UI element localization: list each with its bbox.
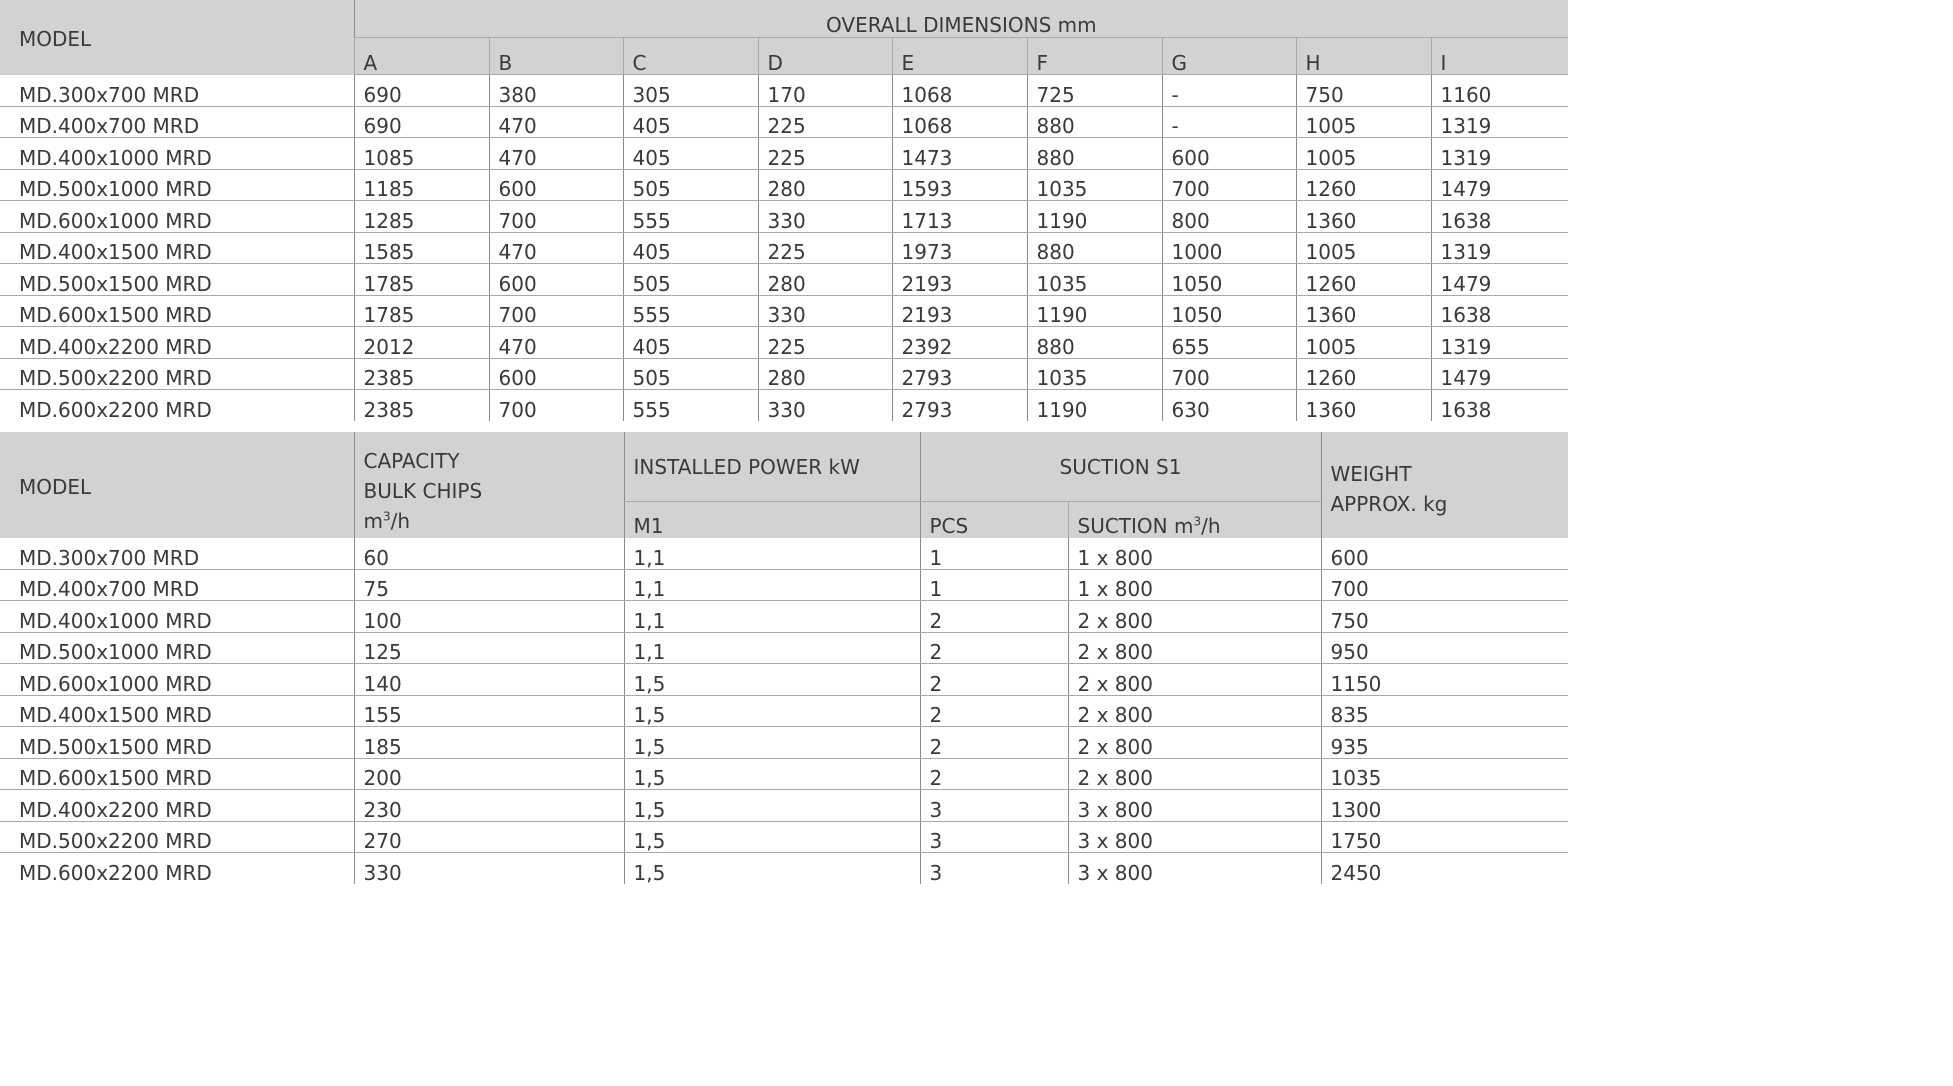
pcs-cell: 2: [920, 664, 1068, 696]
model-header: MODEL: [0, 0, 354, 75]
dimension-cell: 1068: [892, 106, 1027, 138]
table-row: [0, 390, 1568, 421]
suction-cell: 2 x 800: [1068, 727, 1321, 759]
suction-flow-header: [1068, 502, 1321, 539]
model-cell: MD.600x1000 MRD: [0, 664, 354, 696]
dimension-cell: 1479: [1431, 358, 1568, 390]
dimension-cell: 1000: [1162, 232, 1296, 264]
dimension-cell: 1035: [1027, 169, 1162, 201]
dimension-cell: 1190: [1027, 201, 1162, 233]
dimension-cell: 470: [489, 232, 623, 264]
dimension-column-header: C: [623, 38, 758, 75]
suction-cell: 3 x 800: [1068, 790, 1321, 822]
dimension-cell: 1638: [1431, 390, 1568, 421]
suction-cell: 3 x 800: [1068, 853, 1321, 884]
table-row: [0, 727, 1568, 759]
table-row: [0, 695, 1568, 727]
weight-cell: 2450: [1321, 853, 1568, 884]
dimension-cell: 1638: [1431, 295, 1568, 327]
capacity-cell: 330: [354, 853, 624, 884]
model-cell: MD.400x1000 MRD: [0, 138, 354, 170]
pcs-cell: 2: [920, 632, 1068, 664]
dimension-cell: 555: [623, 201, 758, 233]
dimension-cell: 600: [1162, 138, 1296, 170]
dimension-column-header: H: [1296, 38, 1431, 75]
dimension-cell: 330: [758, 390, 892, 421]
pcs-cell: 2: [920, 695, 1068, 727]
capacity-header-line2: BULK CHIPS: [363, 479, 483, 503]
dimension-cell: 280: [758, 264, 892, 296]
dimension-cell: 700: [1162, 358, 1296, 390]
dimension-cell: 225: [758, 138, 892, 170]
dimension-cell: 1260: [1296, 169, 1431, 201]
capacity-cell: 60: [354, 538, 624, 569]
weight-cell: 700: [1321, 569, 1568, 601]
dimension-cell: 280: [758, 169, 892, 201]
dimension-cell: 470: [489, 138, 623, 170]
dimension-cell: 800: [1162, 201, 1296, 233]
dimension-cell: 225: [758, 106, 892, 138]
dimension-cell: 405: [623, 106, 758, 138]
pcs-cell: 2: [920, 758, 1068, 790]
power-cell: 1,5: [624, 821, 920, 853]
dimension-cell: 1160: [1431, 75, 1568, 107]
model-cell: MD.500x1500 MRD: [0, 264, 354, 296]
dimension-cell: 1005: [1296, 327, 1431, 359]
dimension-cell: 600: [489, 264, 623, 296]
power-cell: 1,1: [624, 538, 920, 569]
dimension-column-header: E: [892, 38, 1027, 75]
table-row: [0, 538, 1568, 569]
dimension-cell: 880: [1027, 327, 1162, 359]
table-row: [0, 106, 1568, 138]
dimension-cell: 1190: [1027, 295, 1162, 327]
suction-header: SUCTION S1: [920, 432, 1321, 502]
pcs-cell: 1: [920, 538, 1068, 569]
dimension-column-header: G: [1162, 38, 1296, 75]
model-header: MODEL: [0, 432, 354, 538]
capacity-unit-tail: /h: [390, 509, 411, 533]
suction-cell: 2 x 800: [1068, 632, 1321, 664]
suction-flow-base: SUCTION m: [1077, 514, 1194, 538]
dimension-cell: 880: [1027, 138, 1162, 170]
capacity-cell: 230: [354, 790, 624, 822]
model-cell: MD.300x700 MRD: [0, 538, 354, 569]
dimension-column-header: I: [1431, 38, 1568, 75]
dimension-cell: 505: [623, 169, 758, 201]
weight-cell: 835: [1321, 695, 1568, 727]
dimension-cell: 1473: [892, 138, 1027, 170]
dimension-cell: 1319: [1431, 232, 1568, 264]
dimension-cell: 1479: [1431, 264, 1568, 296]
dimension-cell: 880: [1027, 106, 1162, 138]
dimension-cell: 1185: [354, 169, 489, 201]
model-cell: MD.400x1500 MRD: [0, 232, 354, 264]
model-cell: MD.600x2200 MRD: [19, 397, 212, 421]
table-row: [0, 232, 1568, 264]
dimension-cell: 1050: [1162, 295, 1296, 327]
weight-cell: 750: [1321, 601, 1568, 633]
weight-cell: 600: [1321, 538, 1568, 569]
model-cell: MD.400x700 MRD: [0, 569, 354, 601]
dimension-cell: 1785: [354, 264, 489, 296]
dimension-column-header: A: [354, 38, 489, 75]
dimension-cell: 1360: [1296, 295, 1431, 327]
model-cell: MD.500x2200 MRD: [0, 821, 354, 853]
table-row: [0, 201, 1568, 233]
capacity-unit-sup: 3: [382, 509, 391, 524]
dimension-cell: 1050: [1162, 264, 1296, 296]
model-cell: MD.500x1000 MRD: [0, 632, 354, 664]
suction-pcs-header: PCS: [920, 502, 1068, 539]
capacity-header-unit: [364, 506, 624, 536]
dimension-cell: 225: [758, 232, 892, 264]
table-row: [0, 264, 1568, 296]
dimension-column-header: D: [758, 38, 892, 75]
dimension-cell: 1360: [1296, 201, 1431, 233]
dimension-cell: 2385: [354, 358, 489, 390]
dimension-column-header: F: [1027, 38, 1162, 75]
capacity-cell: 75: [354, 569, 624, 601]
dimension-cell: 2012: [354, 327, 489, 359]
pcs-cell: 2: [920, 727, 1068, 759]
dimension-cell: 330: [758, 295, 892, 327]
pcs-cell: 3: [920, 821, 1068, 853]
model-cell: MD.400x700 MRD: [0, 106, 354, 138]
weight-cell: 950: [1321, 632, 1568, 664]
overall-dimensions-header: OVERALL DIMENSIONS mm: [354, 0, 1568, 38]
pcs-cell: 1: [920, 569, 1068, 601]
dimension-cell: 2793: [892, 390, 1027, 421]
dimension-cell: 2193: [892, 295, 1027, 327]
dimension-cell: 690: [354, 75, 489, 107]
suction-cell: 1 x 800: [1068, 569, 1321, 601]
table-row: [0, 569, 1568, 601]
suction-cell: 3 x 800: [1068, 821, 1321, 853]
weight-header-line2: APPROX. kg: [1330, 492, 1448, 516]
dimension-cell: 1638: [1431, 201, 1568, 233]
dimension-cell: 700: [1162, 169, 1296, 201]
dimension-cell: 2193: [892, 264, 1027, 296]
dimension-cell: 405: [623, 232, 758, 264]
table-row: [0, 758, 1568, 790]
pcs-cell: 3: [920, 853, 1068, 884]
dimension-cell: 880: [1027, 232, 1162, 264]
dimensions-table: [0, 0, 1568, 421]
table-row: [0, 358, 1568, 390]
table-row: [0, 632, 1568, 664]
model-cell: MD.500x1000 MRD: [0, 169, 354, 201]
power-cell: 1,5: [624, 790, 920, 822]
dimension-cell: 225: [758, 327, 892, 359]
dimension-cell: -: [1162, 75, 1296, 107]
suction-flow-sup: 3: [1193, 514, 1202, 529]
dimension-cell: 1360: [1296, 390, 1431, 421]
dimension-cell: 750: [1296, 75, 1431, 107]
dimension-cell: 1319: [1431, 138, 1568, 170]
pcs-cell: 2: [920, 601, 1068, 633]
dimension-cell: 555: [623, 295, 758, 327]
dimension-cell: 1035: [1027, 358, 1162, 390]
model-cell: MD.600x1500 MRD: [0, 758, 354, 790]
weight-cell: 1300: [1321, 790, 1568, 822]
dimension-cell: 1319: [1431, 106, 1568, 138]
capacity-cell: 140: [354, 664, 624, 696]
model-cell: MD.500x2200 MRD: [0, 358, 354, 390]
table-row: [0, 295, 1568, 327]
dimension-cell: 725: [1027, 75, 1162, 107]
dimension-cell: 555: [623, 390, 758, 421]
power-cell: 1,5: [624, 727, 920, 759]
power-cell: 1,1: [624, 632, 920, 664]
weight-header: [1321, 432, 1568, 538]
dimension-cell: 2793: [892, 358, 1027, 390]
dimension-cell: 1285: [354, 201, 489, 233]
model-cell: MD.600x2200 MRD: [19, 860, 212, 884]
dimension-cell: 1260: [1296, 264, 1431, 296]
weight-cell: 1150: [1321, 664, 1568, 696]
suction-cell: 1 x 800: [1068, 538, 1321, 569]
suction-flow-tail: /h: [1201, 514, 1221, 538]
specifications-table: [0, 432, 1568, 884]
table-row: [0, 821, 1568, 853]
power-cell: 1,5: [624, 664, 920, 696]
table-row: [0, 138, 1568, 170]
capacity-cell: 100: [354, 601, 624, 633]
dimension-cell: 1068: [892, 75, 1027, 107]
power-cell: 1,5: [624, 758, 920, 790]
model-cell: MD.600x1500 MRD: [0, 295, 354, 327]
table-row: [0, 790, 1568, 822]
dimension-cell: 505: [623, 264, 758, 296]
dimension-cell: 505: [623, 358, 758, 390]
weight-cell: 935: [1321, 727, 1568, 759]
capacity-unit-base: m: [363, 509, 383, 533]
table-row: [0, 327, 1568, 359]
capacity-cell: 200: [354, 758, 624, 790]
dimension-cell: 2392: [892, 327, 1027, 359]
weight-cell: 1750: [1321, 821, 1568, 853]
dimension-cell: 1785: [354, 295, 489, 327]
model-cell: MD.400x1500 MRD: [0, 695, 354, 727]
dimension-cell: 1035: [1027, 264, 1162, 296]
weight-cell: 1035: [1321, 758, 1568, 790]
table-row: [0, 75, 1568, 107]
capacity-cell: 270: [354, 821, 624, 853]
dimension-cell: 1190: [1027, 390, 1162, 421]
dimension-cell: 405: [623, 138, 758, 170]
model-cell: MD.600x1000 MRD: [0, 201, 354, 233]
dimension-cell: 700: [489, 390, 623, 421]
dimension-cell: 1973: [892, 232, 1027, 264]
dimension-cell: 700: [489, 201, 623, 233]
dimension-cell: 470: [489, 327, 623, 359]
suction-cell: 2 x 800: [1068, 664, 1321, 696]
dimension-cell: 655: [1162, 327, 1296, 359]
table-row: [0, 853, 1568, 884]
installed-power-header: INSTALLED POWER kW: [624, 432, 920, 502]
dimension-cell: 1319: [1431, 327, 1568, 359]
dimension-cell: 1005: [1296, 232, 1431, 264]
dimension-cell: 600: [489, 358, 623, 390]
dimension-cell: 280: [758, 358, 892, 390]
dimension-cell: 330: [758, 201, 892, 233]
dimension-cell: 1713: [892, 201, 1027, 233]
suction-cell: 2 x 800: [1068, 758, 1321, 790]
dimension-cell: 470: [489, 106, 623, 138]
capacity-cell: 185: [354, 727, 624, 759]
dimension-cell: 170: [758, 75, 892, 107]
dimension-cell: 380: [489, 75, 623, 107]
table-row: [0, 601, 1568, 633]
table-row: [0, 664, 1568, 696]
dimension-cell: 2385: [354, 390, 489, 421]
dimension-cell: 405: [623, 327, 758, 359]
power-cell: 1,5: [624, 853, 920, 884]
weight-header-line1: WEIGHT: [1330, 462, 1412, 486]
model-cell: MD.400x1000 MRD: [0, 601, 354, 633]
dimension-cell: 700: [489, 295, 623, 327]
dimension-cell: 1085: [354, 138, 489, 170]
dimension-cell: 1005: [1296, 138, 1431, 170]
capacity-cell: 155: [354, 695, 624, 727]
dimension-cell: 600: [489, 169, 623, 201]
dimension-cell: 1593: [892, 169, 1027, 201]
dimension-cell: 1260: [1296, 358, 1431, 390]
power-sub-header: M1: [624, 502, 920, 539]
dimension-cell: -: [1162, 106, 1296, 138]
dimension-column-header: B: [489, 38, 623, 75]
table-row: [0, 169, 1568, 201]
model-cell: MD.400x2200 MRD: [0, 790, 354, 822]
model-cell: MD.400x2200 MRD: [0, 327, 354, 359]
power-cell: 1,5: [624, 695, 920, 727]
dimension-cell: 1585: [354, 232, 489, 264]
dimension-cell: 1479: [1431, 169, 1568, 201]
capacity-header: [354, 432, 624, 538]
dimension-cell: 305: [623, 75, 758, 107]
pcs-cell: 3: [920, 790, 1068, 822]
dimension-cell: 630: [1162, 390, 1296, 421]
power-cell: 1,1: [624, 601, 920, 633]
capacity-cell: 125: [354, 632, 624, 664]
model-cell: MD.500x1500 MRD: [0, 727, 354, 759]
model-cell: MD.300x700 MRD: [0, 75, 354, 107]
power-cell: 1,1: [624, 569, 920, 601]
capacity-header-line1: CAPACITY: [363, 449, 460, 473]
suction-cell: 2 x 800: [1068, 601, 1321, 633]
dimension-cell: 690: [354, 106, 489, 138]
suction-cell: 2 x 800: [1068, 695, 1321, 727]
dimension-cell: 1005: [1296, 106, 1431, 138]
